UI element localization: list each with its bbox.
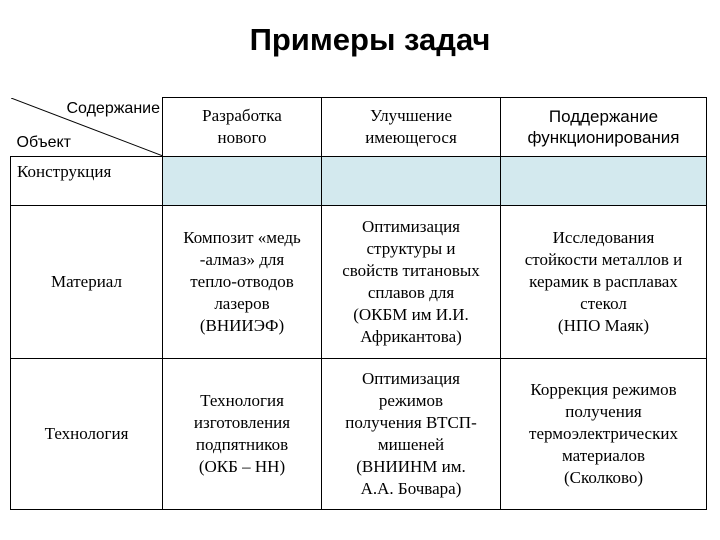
row-label-material: Материал bbox=[11, 205, 163, 358]
section-row bbox=[11, 156, 707, 205]
column-header-development: Разработка нового bbox=[163, 98, 322, 157]
tasks-table bbox=[10, 97, 707, 510]
row-label-technology: Технология bbox=[11, 358, 163, 509]
table-cell: Оптимизация структуры и свойств титановых сплавов для (ОКБМ им И.И. Африкантова) bbox=[322, 205, 501, 358]
section-fill-cell bbox=[501, 156, 707, 205]
table-row-technology bbox=[11, 358, 707, 509]
section-label-construction: Конструкция bbox=[11, 156, 163, 205]
corner-header-cell bbox=[11, 98, 163, 157]
content-axis-label: Содержание bbox=[66, 99, 160, 117]
column-header-improvement: Улучшение имеющегося bbox=[322, 98, 501, 157]
section-fill-cell bbox=[163, 156, 322, 205]
table-cell: Технология изготовления подпятников (ОКБ – НН) bbox=[163, 358, 322, 509]
column-header-maintenance: Поддержание функционирования bbox=[501, 98, 707, 157]
section-fill-cell bbox=[322, 156, 501, 205]
header-row bbox=[11, 98, 707, 157]
table-cell: Оптимизация режимов получения ВТСП- мишеней (ВНИИНМ им. А.А. Бочвара) bbox=[322, 358, 501, 509]
table-row-material bbox=[11, 205, 707, 358]
object-axis-label: Объект bbox=[16, 133, 71, 151]
slide-title: Примеры задач bbox=[249, 22, 491, 57]
table-cell: Композит «медь -алмаз» для тепло-отводов лазеров (ВНИИЭФ) bbox=[163, 205, 322, 358]
table-cell: Коррекция режимов получения термоэлектрических материалов (Сколково) bbox=[501, 358, 707, 509]
table-cell: Исследования стойкости металлов и керамик в расплавах стекол (НПО Маяк) bbox=[501, 205, 707, 358]
